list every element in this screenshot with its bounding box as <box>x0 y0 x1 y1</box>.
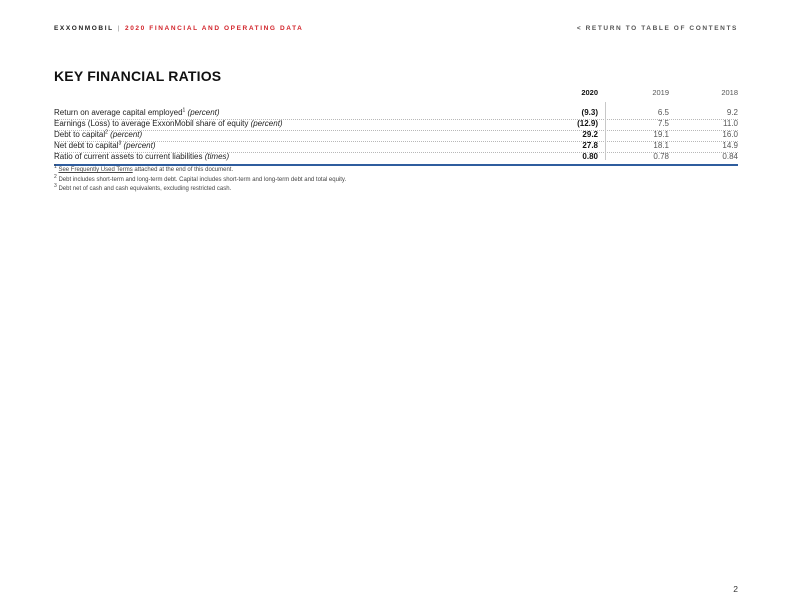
top-bar <box>54 25 738 37</box>
brand-name: EXXONMOBIL <box>54 25 114 32</box>
row-label: Earnings (Loss) to average ExxonMobil share of equity (percent) <box>54 119 283 128</box>
row-label: Return on average capital employed$^1$ (percent) <box>54 107 220 117</box>
value-2020: 0.80 <box>582 152 598 161</box>
value-2020: (9.3) <box>581 108 598 117</box>
header-separator: | <box>117 25 121 32</box>
value-2018: 9.2 <box>726 108 738 117</box>
row-label: Net debt to capital$^3$ (percent) <box>54 140 156 150</box>
page-number: 2 <box>733 584 738 594</box>
value-2018: 16.0 <box>722 130 738 139</box>
value-2019: 18.1 <box>653 141 669 150</box>
row-label: Debt to capital$^2$ (percent) <box>54 129 143 139</box>
value-2020: 27.8 <box>582 141 598 150</box>
footnote-1: $^1$ See Frequently Used Terms attached at the end of this document. <box>54 164 234 173</box>
table-row <box>54 152 738 163</box>
column-header-2018: 2018 <box>721 88 738 97</box>
value-2018: 0.84 <box>722 152 738 161</box>
row-label: Ratio of current assets to current liabilities (times) <box>54 152 230 161</box>
report-title: 2020 FINANCIAL AND OPERATING DATA <box>125 25 304 32</box>
column-header-2020: 2020 <box>581 88 598 97</box>
footnote-2: $^2$ Debt includes short-term and long-term debt. Capital includes short-term and long-term debt and total equity. <box>54 173 347 183</box>
value-2019: 6.5 <box>657 108 669 117</box>
footnotes <box>54 166 346 195</box>
return-to-toc-link[interactable]: < RETURN TO TABLE OF CONTENTS <box>576 25 738 32</box>
value-2019: 7.5 <box>657 119 669 128</box>
value-2019: 19.1 <box>653 130 669 139</box>
page-title: KEY FINANCIAL RATIOS <box>54 68 222 84</box>
value-2019: 0.78 <box>653 152 669 161</box>
brand-header <box>54 25 303 32</box>
value-2018: 14.9 <box>722 141 738 150</box>
frequently-used-terms-link[interactable]: See Frequently Used Terms <box>58 167 133 173</box>
current-year-divider <box>605 102 606 160</box>
value-2020: (12.9) <box>577 119 598 128</box>
value-2018: 11.0 <box>723 119 738 128</box>
footnote-3: $^3$ Debt net of cash and cash equivalents, excluding restricted cash. <box>54 183 232 192</box>
column-header-2019: 2019 <box>652 88 669 97</box>
value-2020: 29.2 <box>582 130 598 139</box>
